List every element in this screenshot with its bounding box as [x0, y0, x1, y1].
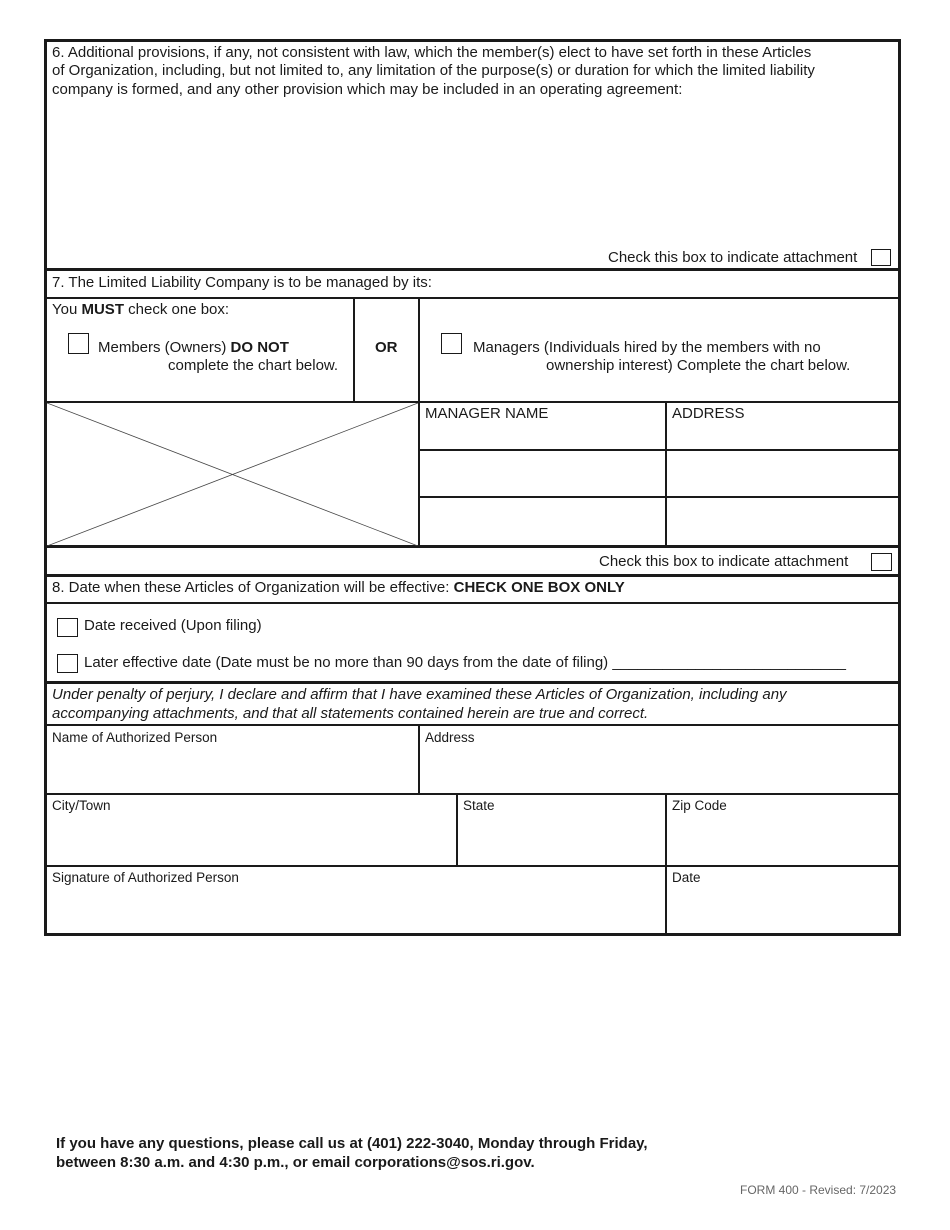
city-town-label: City/Town [52, 798, 111, 813]
state-label: State [463, 798, 495, 813]
declaration-line1: Under penalty of perjury, I declare and affirm that I have examined these Articles of Organization, including any [52, 686, 787, 703]
managers-option-line2: ownership interest) Complete the chart below. [546, 357, 851, 374]
section6-text-line1: 6. Additional provisions, if any, not consistent with law, which the member(s) elect to have set forth in these Articles [52, 44, 812, 61]
manager-name-field-2[interactable] [421, 499, 664, 544]
members-option-line2: complete the chart below. [168, 357, 339, 374]
crossed-out-area [47, 403, 418, 546]
managers-option-line1: Managers (Individuals hired by the members with no [473, 339, 821, 356]
divider-declaration-bottom [44, 724, 901, 726]
address-label: Address [425, 730, 475, 745]
managers-checkbox[interactable] [441, 333, 462, 354]
divider-declaration [44, 681, 901, 684]
divider-or-managers [418, 297, 420, 547]
section6-attachment-label: Check this box to indicate attachment [608, 249, 858, 266]
form-revision-label: FORM 400 - Revised: 7/2023 [740, 1183, 897, 1197]
later-date-input[interactable]: ____________________________ [612, 654, 846, 671]
declaration-line2: accompanying attachments, and that all statements contained herein are true and correct. [52, 705, 649, 722]
zip-code-field[interactable] [668, 816, 898, 863]
divider-name-row [44, 793, 901, 795]
manager-address-field-1[interactable] [668, 452, 898, 495]
members-checkbox[interactable] [68, 333, 89, 354]
date-field[interactable] [668, 888, 898, 932]
divider-state-zip [665, 793, 667, 866]
manager-name-field-1[interactable] [421, 452, 664, 495]
section8-title: 8. Date when these Articles of Organization will be effective: CHECK ONE BOX ONLY [52, 579, 625, 596]
divider-city-state [456, 793, 458, 866]
name-of-authorized-person-field[interactable] [48, 748, 416, 791]
divider-section8-title [44, 602, 901, 604]
section6-text-line3: company is formed, and any other provision which may be included in an operating agreement: [52, 81, 683, 98]
name-of-authorized-person-label: Name of Authorized Person [52, 730, 218, 745]
zip-code-label: Zip Code [672, 798, 727, 813]
footer-help-line2: between 8:30 a.m. and 4:30 p.m., or email corporations@sos.ri.gov. [56, 1154, 535, 1171]
divider-city-row [44, 865, 901, 867]
footer-help-line1: If you have any questions, please call us at (401) 222-3040, Monday through Friday, [56, 1135, 648, 1152]
city-town-field[interactable] [48, 816, 454, 863]
section7-attachment-label: Check this box to indicate attachment [599, 553, 849, 570]
must-check-label: You MUST check one box: [52, 301, 230, 318]
address-field[interactable] [421, 748, 898, 791]
signature-label: Signature of Authorized Person [52, 870, 239, 885]
signature-field[interactable] [48, 888, 662, 932]
members-option-line1: Members (Owners) DO NOT [98, 339, 289, 356]
divider-section8 [44, 574, 901, 577]
manager-address-header: ADDRESS [672, 405, 745, 422]
section7-title: 7. The Limited Liability Company is to be managed by its: [52, 274, 432, 291]
state-field[interactable] [459, 816, 663, 863]
divider-chart-row1 [419, 449, 901, 451]
manager-name-header: MANAGER NAME [425, 405, 549, 422]
section6-text-line2: of Organization, including, but not limited to, any limitation of the purpose(s) or duration for which the limited liability [52, 62, 815, 79]
divider-chart-row2 [419, 496, 901, 498]
provisions-text-area[interactable] [50, 105, 895, 243]
or-label: OR [375, 339, 398, 356]
section7-attachment-checkbox[interactable] [871, 553, 892, 571]
divider-chart-columns [665, 401, 667, 547]
divider-signature-date [665, 865, 667, 935]
divider-name-address [418, 724, 420, 794]
later-date-checkbox[interactable] [57, 654, 78, 673]
manager-address-field-2[interactable] [668, 499, 898, 544]
section6-attachment-checkbox[interactable] [871, 249, 891, 266]
later-date-label: Later effective date (Date must be no more than 90 days from the date of filing) ____________________________ [84, 654, 846, 671]
date-received-label: Date received (Upon filing) [84, 617, 262, 634]
date-label: Date [672, 870, 701, 885]
divider-section7-title [44, 297, 901, 299]
divider-section7 [44, 268, 901, 271]
date-received-checkbox[interactable] [57, 618, 78, 637]
divider-must-or [353, 297, 355, 402]
